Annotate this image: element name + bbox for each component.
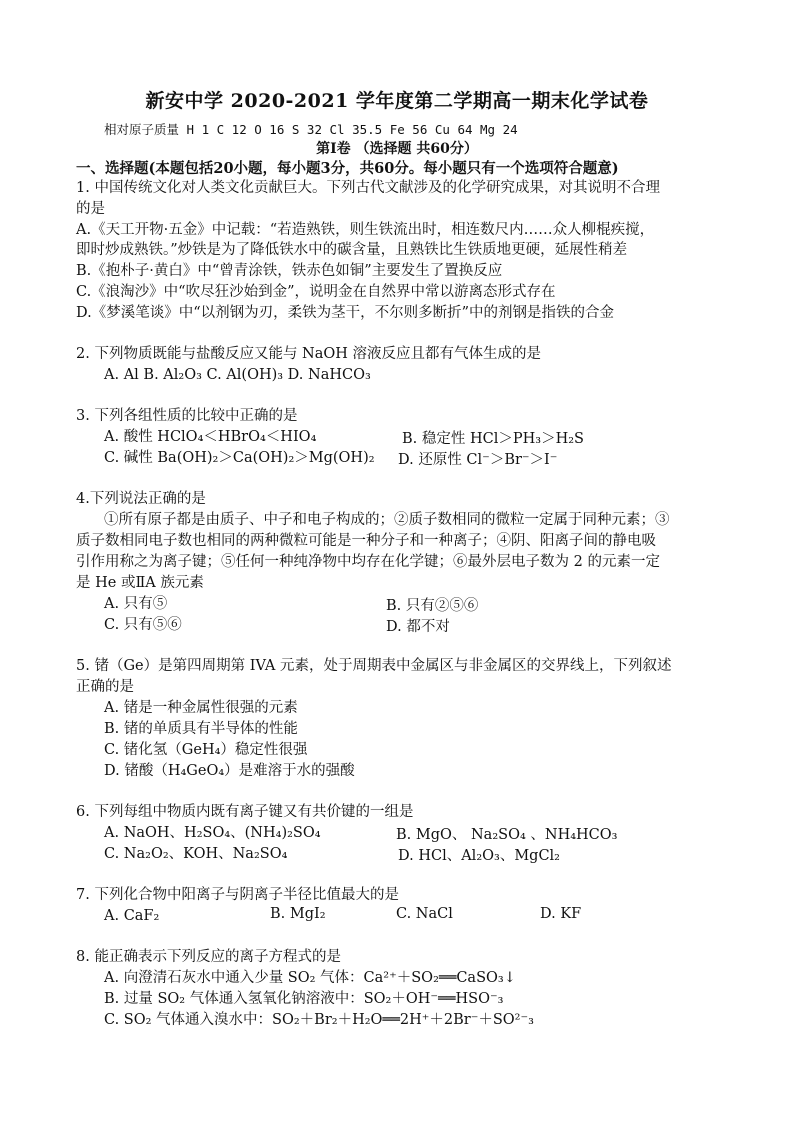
q7-option-b: B. MgI₂ — [270, 906, 326, 922]
q1-stem: 1. 中国传统文化对人类文化贡献巨大。下列古代文献涉及的化学研究成果，对其说明不合理 — [76, 180, 660, 196]
q2-options: A. Al B. Al₂O₃ C. Al(OH)₃ D. NaHCO₃ — [104, 367, 371, 383]
q5-stem-cont: 正确的是 — [76, 679, 134, 695]
q8-option-a: A. 向澄清石灰水中通入少量 SO₂ 气体：Ca²⁺＋SO₂══CaSO₃↓ — [104, 970, 516, 986]
q6-option-d: D. HCl、Al₂O₃、MgCl₂ — [398, 848, 560, 864]
q8-option-c: C. SO₂ 气体通入溴水中：SO₂＋Br₂＋H₂O══2H⁺＋2Br⁻＋SO²⁻₃ — [104, 1012, 534, 1028]
q6-option-c: C. Na₂O₂、KOH、Na₂SO₄ — [104, 846, 288, 862]
q4-statements-cont: 引作用称之为离子键；⑤任何一种纯净物中均存在化学键；⑥最外层电子数为 2 的元素一定 — [76, 554, 660, 570]
q5-option-b: B. 锗的单质具有半导体的性能 — [104, 721, 298, 737]
q5-option-a: A. 锗是一种金属性很强的元素 — [104, 700, 298, 716]
q1-option-c: C.《浪淘沙》中“吹尽狂沙始到金”，说明金在自然界中常以游离态形式存在 — [76, 284, 556, 300]
q3-option-c: C. 碱性 Ba(OH)₂＞Ca(OH)₂＞Mg(OH)₂ — [104, 450, 375, 466]
q1-option-b: B.《抱朴子·黄白》中“曾青涂铁，铁赤色如铜”主要发生了置换反应 — [76, 263, 503, 279]
q3-option-a: A. 酸性 HClO₄＜HBrO₄＜HIO₄ — [104, 429, 317, 445]
section-heading: 一、选择题(本题包括20小题，每小题3分，共60分。每小题只有一个选项符合题意) — [76, 160, 619, 177]
q4-stem: 4.下列说法正确的是 — [76, 491, 206, 507]
q4-option-c: C. 只有⑤⑥ — [104, 617, 182, 633]
q8-option-b: B. 过量 SO₂ 气体通入氢氧化钠溶液中：SO₂＋OH⁻══HSO⁻₃ — [104, 991, 504, 1007]
q1-stem-cont: 的是 — [76, 201, 105, 217]
q4-statements-cont: 是 He 或ⅡA 族元素 — [76, 575, 204, 591]
q6-stem: 6. 下列每组中物质内既有离子键又有共价键的一组是 — [76, 804, 414, 820]
atomic-masses: 相对原子质量 H 1 C 12 O 16 S 32 Cl 35.5 Fe 56 Cu 64 Mg 24 — [104, 122, 518, 137]
q7-option-a: A. CaF₂ — [104, 908, 160, 924]
q3-stem: 3. 下列各组性质的比较中正确的是 — [76, 408, 298, 424]
q2-stem: 2. 下列物质既能与盐酸反应又能与 NaOH 溶液反应且都有气体生成的是 — [76, 346, 542, 362]
q4-option-d: D. 都不对 — [386, 619, 450, 635]
q5-stem: 5. 锗（Ge）是第四周期第 IVA 元素，处于周期表中金属区与非金属区的交界线上，下列叙述 — [76, 658, 672, 674]
q1-option-a-cont: 即时炒成熟铁。”炒铁是为了降低铁水中的碳含量，且熟铁比生铁质地更硬，延展性稍差 — [76, 242, 628, 258]
q1-option-a: A.《天工开物·五金》中记载：“若造熟铁，则生铁流出时，相连数尺内……众人柳棍疾搅， — [76, 222, 655, 238]
q3-option-b: B. 稳定性 HCl＞PH₃＞H₂S — [402, 431, 584, 447]
q1-option-d: D.《梦溪笔谈》中“以剂钢为刃，柔铁为茎干，不尔则多断折”中的剂钢是指铁的合金 — [76, 305, 615, 321]
q5-option-d: D. 锗酸（H₄GeO₄）是难溶于水的强酸 — [104, 763, 355, 779]
q4-option-a: A. 只有⑤ — [104, 596, 168, 612]
q4-option-b: B. 只有②⑤⑥ — [386, 598, 479, 614]
part-label: 第Ⅰ卷 （选择题 共60分） — [316, 141, 478, 157]
q4-statements-cont: 质子数相同电子数也相同的两种微粒可能是一种分子和一种离子；④阴、阳离子间的静电吸 — [76, 533, 656, 549]
q8-stem: 8. 能正确表示下列反应的离子方程式的是 — [76, 949, 341, 965]
q6-option-b: B. MgO、 Na₂SO₄ 、NH₄HCO₃ — [396, 827, 618, 843]
q4-statements: ①所有原子都是由质子、中子和电子构成的；②质子数相同的微粒一定属于同种元素；③ — [104, 512, 670, 528]
q7-stem: 7. 下列化合物中阳离子与阴离子半径比值最大的是 — [76, 887, 399, 903]
q7-option-c: C. NaCl — [396, 906, 453, 922]
exam-title: 新安中学 2020-2021 学年度第二学期高一期末化学试卷 — [145, 90, 649, 112]
q6-option-a: A. NaOH、H₂SO₄、(NH₄)₂SO₄ — [104, 825, 321, 841]
q7-option-d: D. KF — [540, 906, 582, 922]
q5-option-c: C. 锗化氢（GeH₄）稳定性很强 — [104, 742, 308, 758]
q3-option-d: D. 还原性 Cl⁻＞Br⁻＞I⁻ — [398, 452, 558, 468]
